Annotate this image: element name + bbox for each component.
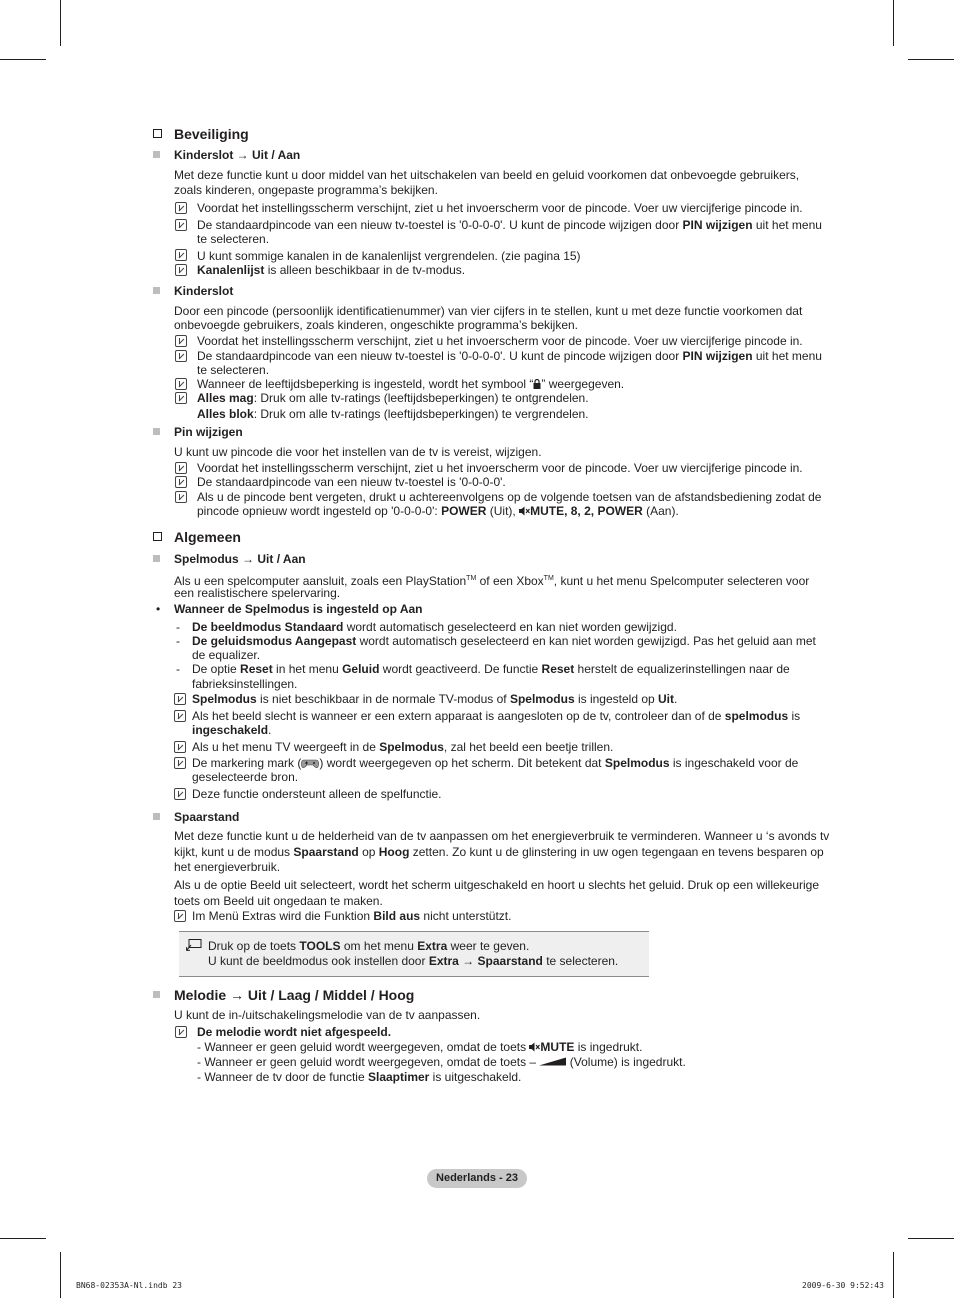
text: uit het menu	[752, 218, 822, 232]
text: .	[268, 723, 272, 737]
text: nicht unterstützt.	[420, 909, 512, 923]
note-text	[197, 377, 624, 391]
note-icon	[175, 202, 187, 214]
spaarstand-label: Spaarstand	[174, 810, 240, 824]
dash-item	[192, 634, 816, 648]
term: Reset	[240, 662, 273, 676]
term: Reset	[541, 662, 575, 676]
mute-icon	[519, 506, 530, 516]
note-icon	[175, 491, 187, 503]
text: : Druk om alle tv-ratings (leeftijdsbeperkingen) te ontgrendelen.	[253, 391, 589, 405]
melodie-item	[197, 1040, 642, 1054]
term: Extra	[428, 954, 459, 968]
note-icon	[175, 350, 187, 362]
dash-item: de equalizer.	[192, 648, 261, 662]
text: uit het menu	[752, 349, 822, 363]
note-icon	[174, 757, 186, 769]
bullet-square-icon	[153, 813, 160, 820]
note-text: De melodie wordt niet afgespeeld.	[197, 1025, 392, 1039]
crop-mark	[60, 0, 61, 46]
term: Bild aus	[373, 909, 421, 923]
tools-tip-icon	[186, 939, 202, 951]
text: zetten. Zo kunt u de glinstering in uw ogen tegengaan en tevens besparen op	[409, 845, 824, 859]
crop-mark	[60, 1252, 61, 1298]
text: te selecteren.	[542, 954, 619, 968]
note-text	[197, 263, 465, 277]
text: - Wanneer de tv door de functie	[197, 1070, 368, 1084]
note-icon	[175, 264, 187, 276]
text: of een Xbox	[476, 574, 544, 588]
note-text: U kunt sommige kanalen in de kanalenlijst vergrendelen. (zie pagina 15)	[197, 249, 581, 263]
text: .	[674, 692, 678, 706]
power-key: POWER	[441, 504, 487, 518]
note-icon	[175, 249, 187, 261]
text: weer te geven.	[447, 939, 530, 953]
spelmodus-label	[174, 552, 306, 566]
trademark: TM	[543, 575, 554, 582]
section-checkbox-icon	[153, 532, 162, 541]
text: Als u het menu TV weergeeft in de	[192, 740, 380, 754]
paragraph-line: Door een pincode (persoonlijk identificatienummer) van vier cijfers in te stellen, kunt u met deze functie voorkomen dat	[174, 304, 803, 318]
text: Als het beeld slecht is wanneer er een extern apparaat is aangesloten op de tv, controleer dan of de	[192, 709, 725, 723]
note-icon	[174, 741, 186, 753]
text: pincode opnieuw wordt ingesteld op '0-0-0-0':	[197, 504, 442, 518]
note-text	[192, 756, 798, 770]
arrow: →	[233, 148, 253, 162]
text: in het menu	[272, 662, 343, 676]
paragraph-line: Met deze functie kunt u door middel van het uitschakelen van beeld en geluid voorkomen dat onbevoegde gebruikers,	[174, 168, 800, 182]
text: is ingesteld op	[574, 692, 659, 706]
crop-mark	[0, 59, 46, 60]
text: , kunt u het menu Spelcomputer selecteren voor	[553, 574, 810, 588]
alles-blok-term: Alles blok	[197, 407, 254, 421]
label-part: Kinderslot	[174, 148, 234, 162]
label-part: Uit / Aan	[257, 552, 306, 566]
bullet-square-icon	[153, 555, 160, 562]
text: De standaardpincode van een nieuw tv-toestel is '0-0-0-0'. U kunt de pincode wijzigen door	[197, 218, 683, 232]
paragraph-line: Als u de optie Beeld uit selecteert, wordt het scherm uitgeschakeld en hoort u slechts het geluid. Druk op een willekeurige	[174, 878, 820, 892]
section-heading-beveiliging: Beveiliging	[174, 126, 249, 142]
text: Als u een spelcomputer aansluit, zoals een PlayStation	[174, 574, 467, 588]
melodie-item	[197, 1055, 686, 1069]
note-text: De standaardpincode van een nieuw tv-toestel is '0-0-0-0'.	[197, 475, 506, 489]
bullet-heading: Wanneer de Spelmodus is ingesteld op Aan	[174, 602, 423, 616]
pin-wijzigen-term: PIN wijzigen	[682, 218, 753, 232]
note-text: Als u de pincode bent vergeten, drukt u achtereenvolgens op de volgende toetsen van de afstandsbediening zodat de	[197, 490, 822, 504]
note-text	[192, 723, 271, 737]
term: Geluid	[342, 662, 380, 676]
arrow: →	[238, 552, 258, 566]
page-number-badge: Nederlands - 23	[427, 1169, 527, 1188]
bullet-square-icon	[153, 287, 160, 294]
note-text	[197, 349, 822, 363]
text: (Uit),	[486, 504, 520, 518]
note-text	[197, 218, 822, 232]
tools-key: TOOLS	[299, 939, 341, 953]
dash-item: fabrieksinstellingen.	[192, 677, 298, 691]
label-part: Spelmodus	[174, 552, 239, 566]
crop-mark	[908, 59, 954, 60]
text: U kunt de beeldmodus ook instellen door	[208, 954, 429, 968]
bullet-square-icon	[153, 151, 160, 158]
text: De optie	[192, 662, 241, 676]
note-text	[192, 692, 677, 706]
label-part: Uit / Aan	[252, 148, 301, 162]
mute-icon	[529, 1042, 540, 1052]
term: Spelmodus	[604, 756, 670, 770]
text: De standaardpincode van een nieuw tv-toestel is '0-0-0-0'. U kunt de pincode wijzigen door	[197, 349, 683, 363]
paragraph-line: een realistischere spelervaring.	[174, 586, 341, 600]
text: is ingedrukt.	[574, 1040, 643, 1054]
note-icon	[175, 392, 187, 404]
tip-line	[208, 954, 618, 968]
term: Slaaptimer	[367, 1070, 430, 1084]
term: Spaarstand	[293, 845, 359, 859]
text: (Aan).	[642, 504, 679, 518]
term: Spelmodus	[509, 692, 575, 706]
tip-line	[208, 939, 529, 953]
text: wordt geactiveerd. De functie	[379, 662, 542, 676]
term: Hoog	[378, 845, 410, 859]
kanalenlijst-term: Kanalenlijst	[197, 263, 265, 277]
note-icon	[175, 219, 187, 231]
print-timestamp: 2009-6-30 9:52:43	[802, 1281, 884, 1290]
mute-sequence: MUTE, 8, 2, POWER	[530, 504, 643, 518]
text: wordt automatisch geselecteerd en kan niet worden gewijzigd. Pas het geluid aan met	[356, 634, 816, 648]
note-icon	[174, 693, 186, 705]
pin-wijzigen-label: Pin wijzigen	[174, 425, 243, 439]
melodie-heading: Melodie → Uit / Laag / Middel / Hoog	[174, 987, 415, 1003]
note-text: Voordat het instellingsscherm verschijnt, ziet u het invoerscherm voor de pincode. Voer uw viercijferige pincode in.	[197, 201, 803, 215]
text: wordt automatisch geselecteerd en kan niet worden gewijzigd.	[343, 620, 677, 634]
crop-mark	[908, 1238, 954, 1239]
paragraph-line: U kunt de in-/uitschakelingsmelodie van de tv aanpassen.	[174, 1008, 481, 1022]
text: (Volume) is ingedrukt.	[566, 1055, 686, 1069]
paragraph-line: het energieverbruik.	[174, 860, 281, 874]
dash: -	[176, 620, 180, 634]
note-text: Deze functie ondersteunt alleen de spelfunctie.	[192, 787, 442, 801]
term: Uit	[658, 692, 675, 706]
note-icon	[175, 476, 187, 488]
crop-mark	[893, 0, 894, 46]
note-text: Voordat het instellingsscherm verschijnt, ziet u het invoerscherm voor de pincode. Voer uw viercijferige pincode in.	[197, 461, 803, 475]
pin-wijzigen-term: PIN wijzigen	[682, 349, 753, 363]
note-icon	[175, 462, 187, 474]
text: - Wanneer er geen geluid wordt weergegeven, omdat de toets	[197, 1040, 530, 1054]
paragraph-line: zoals kinderen, ongepaste programma’s bekijken.	[174, 183, 438, 197]
paragraph-line: Met deze functie kunt u de helderheid van de tv aanpassen om het energieverbruik te verminderen. Wanneer u ‘s avonds tv	[174, 829, 830, 843]
text: is ingeschakeld voor de	[669, 756, 799, 770]
note-text: Voordat het instellingsscherm verschijnt, ziet u het invoerscherm voor de pincode. Voer uw viercijferige pincode in.	[197, 334, 803, 348]
section-checkbox-icon	[153, 129, 162, 138]
term: Extra	[417, 939, 448, 953]
note-text	[197, 391, 589, 405]
bullet-square-icon	[153, 428, 160, 435]
text: is uitgeschakeld.	[429, 1070, 522, 1084]
text: Wanneer de leeftijdsbeperking is ingesteld, wordt het symbool “	[197, 377, 534, 391]
note-text: te selecteren.	[197, 363, 270, 377]
bullet-dot: •	[156, 602, 161, 616]
text: De markering mark (	[192, 756, 302, 770]
alles-mag-term: Alles mag	[197, 391, 254, 405]
text: is niet beschikbaar in de normale TV-modus of	[256, 692, 510, 706]
note-icon	[175, 335, 187, 347]
text: is alleen beschikbaar in de tv-modus.	[264, 263, 466, 277]
paragraph-line	[174, 845, 824, 859]
dash-item	[192, 620, 677, 634]
gamepad-icon	[301, 758, 319, 769]
dash-item	[192, 662, 790, 676]
text: ) wordt weergegeven op het scherm. Dit betekent dat	[319, 756, 605, 770]
note-icon	[174, 710, 186, 722]
text: Im Menü Extras wird die Funktion	[192, 909, 374, 923]
mute-key: MUTE	[540, 1040, 575, 1054]
text: : Druk om alle tv-ratings (leeftijdsbeperkingen) te vergrendelen.	[253, 407, 589, 421]
kinderslot-uit-aan-label	[174, 148, 300, 162]
kinderslot-label: Kinderslot	[174, 284, 234, 298]
crop-mark	[0, 1238, 46, 1239]
term: Spaarstand	[477, 954, 543, 968]
paragraph-line: toets om Beeld uit ongedaan te maken.	[174, 894, 383, 908]
text: Druk op de toets	[208, 939, 300, 953]
bullet-square-icon	[153, 991, 160, 998]
note-text: geselecteerde bron.	[192, 770, 299, 784]
term: Spelmodus	[192, 692, 257, 706]
note-text: te selecteren.	[197, 232, 270, 246]
note-text	[197, 504, 679, 518]
term: ingeschakeld	[192, 723, 269, 737]
paragraph-line: onbevoegde gebruikers, zoals kinderen, ongeschikte programma’s bekijken.	[174, 318, 579, 332]
term: spelmodus	[724, 709, 789, 723]
dash: -	[176, 662, 180, 676]
term: De geluidsmodus Aangepast	[192, 634, 357, 648]
note-text	[197, 407, 589, 421]
text: , zal het beeld een beetje trillen.	[443, 740, 614, 754]
section-heading-algemeen: Algemeen	[174, 529, 241, 545]
melodie-item	[197, 1070, 521, 1084]
text: op	[358, 845, 379, 859]
crop-mark	[893, 1252, 894, 1298]
note-icon	[174, 910, 186, 922]
term: De beeldmodus Standaard	[192, 620, 344, 634]
text: - Wanneer er geen geluid wordt weergegeven, omdat de toets –	[197, 1055, 540, 1069]
note-icon	[175, 1026, 187, 1038]
note-text	[192, 709, 800, 723]
text: herstelt de equalizerinstellingen naar de	[574, 662, 790, 676]
note-icon	[175, 378, 187, 390]
file-name: BN68-02353A-Nl.indb 23	[76, 1281, 182, 1290]
text: is	[788, 709, 801, 723]
dash: -	[176, 634, 180, 648]
note-text	[192, 909, 511, 923]
text: ” weergegeven.	[541, 377, 625, 391]
trademark: TM	[466, 575, 477, 582]
note-icon	[174, 788, 186, 800]
volume-icon	[539, 1057, 566, 1066]
note-text	[192, 740, 613, 754]
text: →	[458, 954, 478, 968]
term: Spelmodus	[379, 740, 444, 754]
text: kijkt, kunt u de modus	[174, 845, 294, 859]
paragraph-line: U kunt uw pincode die voor het instellen van de tv is vereist, wijzigen.	[174, 445, 542, 459]
text: om het menu	[340, 939, 418, 953]
